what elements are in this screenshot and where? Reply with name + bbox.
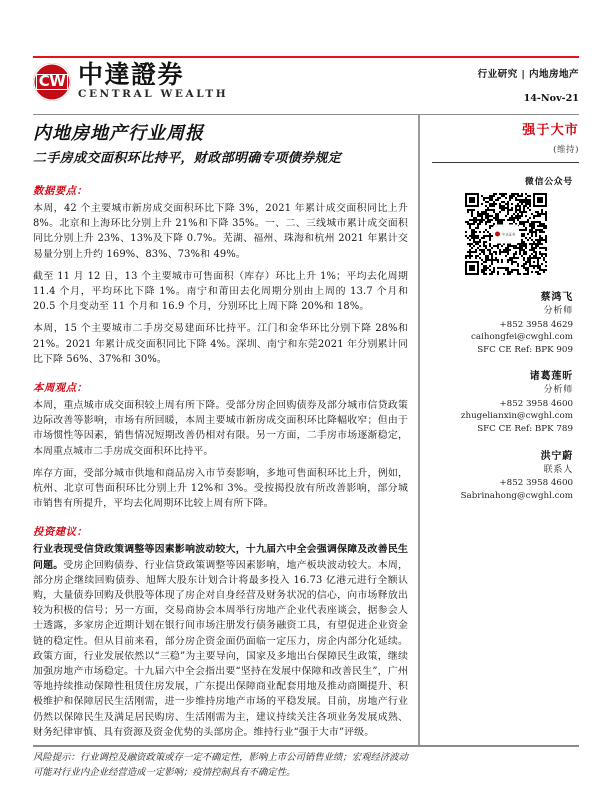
rating-block	[432, 122, 579, 163]
top-accent-rule	[33, 56, 579, 58]
analyst-card	[432, 291, 579, 356]
analyst-email[interactable]: zhugelianxin@cwghl.com	[460, 411, 573, 422]
analyst-license: SFC CE Ref: BPK 789	[477, 423, 573, 434]
analyst-name: 蔡鸿飞	[540, 292, 573, 303]
logo-monogram: CW	[36, 74, 69, 90]
rating-value: 强于大市	[522, 123, 579, 138]
investment-advice-lead: 行业表现受信贷政策调整等因素影响波动较大，十九届六中全会强调保障及改善民生问题。	[33, 544, 408, 571]
investment-advice-text: 受房企回购债券、行业信贷政策调整等因素影响，地产板块波动较大。本周，部分房企继续回购债券、旭辉大股东计划合计将最多投入 16.73 亿港元进行全额认购，大量债券回购及供股等体现了房企对自身经营及财务状况的信心，向市场释放出较为积极的信号；另一方面，交易商协会本周举行房地产企业代表座谈会，据参会人士透露，多家房企近期计划在银行间市场注册发行债务融资工具，有望促进企业资金链的稳定性。但从目前来看，部分房企资金面仍面临一定压力，房企内部分化延续。政策方面，行业发展依然以“三稳”为主要导向，国家及多地出台保障民生政策，继续加强房地产市场稳定。十九届六中全会指出要“坚持在发展中保障和改善民生”，广州等地持续推动保障性租赁住房发展，广东提出保障商业配套用地及推动商圈提升、积极维护和保障居民生活刚需，进一步维持房地产市场的平稳发展。目前，房地产行业仍然以保障民生及满足居民购房、生活刚需为主，建议持续关注各项业务发展成熟、财务纪律审慎、具有资源及资金优势的头部房企。维持行业“强于大市”评级。	[33, 559, 408, 738]
column-divider	[418, 115, 420, 746]
wechat-label: 微信公众号	[525, 177, 573, 187]
company-name-cn: 中達證券	[78, 60, 185, 89]
analyst-phone[interactable]: +852 3958 4600	[499, 478, 573, 489]
wechat-qr-code-icon[interactable]	[465, 193, 547, 275]
masthead-meta	[478, 66, 579, 104]
masthead	[33, 62, 579, 110]
page-subtitle: 二手房成交面积环比持平，财政部明确专项债券规定	[33, 151, 342, 166]
qr-logo-dot-icon	[495, 232, 500, 237]
section-heading-weekly-view: 本周观点：	[33, 382, 88, 395]
rating-underline	[432, 162, 579, 163]
paragraph: 本周，42 个主要城市新房成交面积环比下降 3%，2021 年累计成交面积同比上升 8%。北京和上海环比分别上升 21%和下降 35%。一、二、三线城市累计成交面积同比分别上升 23%、13%及下降 0.7%。芜湖、福州、珠海和杭州 2021 年累计交易量分别上升约 169%、83%、73%和 49%。	[33, 203, 408, 260]
section-heading-data-points: 数据要点：	[33, 185, 88, 197]
analyst-card	[432, 450, 579, 503]
analyst-name: 洪宁蔚	[540, 450, 573, 462]
paragraph: 本周，15 个主要城市二手房交易建面环比持平。江门和金华环比分别下降 28%和 21%。2021 年累计成交面积同比下降 4%。深圳、南宁和东莞2021 年分别累计同比下降 56%、37%和 30%。	[33, 323, 408, 365]
page-title: 内地房地产行业周报	[33, 123, 204, 144]
analyst-email[interactable]: caihongfei@cwghl.com	[471, 332, 573, 343]
analyst-phone[interactable]: +852 3958 4600	[499, 398, 573, 409]
analyst-card	[432, 370, 579, 435]
company-name-en: CENTRAL WEALTH	[78, 88, 229, 100]
rating-status: (维持)	[553, 145, 579, 155]
analyst-role: 分析师	[543, 385, 573, 396]
paragraph-investment-advice	[33, 542, 408, 740]
analyst-role: 联系人	[543, 464, 573, 475]
section-heading-investment-advice: 投资建议：	[33, 526, 88, 539]
analyst-email[interactable]: Sabrinahong@cwghl.com	[460, 490, 573, 501]
sidebar	[432, 174, 579, 502]
paragraph: 本周，重点城市成交面积较上周有所下降。受部分房企回购债券及部分城市信贷政策边际改善等影响，市场有所回暖，本周主要城市新房成交面积环比降幅收窄；但由于市场惯性等因素，销售情况短期改善仍相对有限。另一方面，二手房市场逐渐稳定，本周重点城市二手房成交面积环比持平。	[33, 400, 408, 457]
paragraph: 截至 11 月 12 日，13 个主要城市可售面积（库存）环比上升 1%；平均去化周期 11.4 个月，平均环比下降 1%。南宁和莆田去化周期分别由上周的 13.7 个月和 20.5 个月变动至 11 个月和 16.9 个月，分别环比上周下降 20%和 18%。	[33, 270, 408, 313]
paragraph: 库存方面，受部分城市供地和商品房入市节奏影响，多地可售面积环比上升，例如，杭州、北京可售面积环比分别上升 12%和 3%。受按揭投放有所改善影响，部分城市销售有所提升，平均去化周期环比较上周有所下降。	[33, 467, 408, 510]
industry-breadcrumb: 行业研究 | 内地房地产	[477, 69, 579, 80]
report-date: 14-Nov-21	[523, 93, 579, 104]
analyst-license: SFC CE Ref: BPK 909	[477, 344, 573, 355]
analyst-name: 诸葛莲昕	[529, 371, 573, 383]
risk-disclosure: 风险提示：行业调控及融资政策或存一定不确定性，影响上市公司销售业绩；宏观经济波动可能对行业内企业经营造成一定影响；疫情控制具有不确定性。	[33, 752, 409, 778]
analyst-phone[interactable]: +852 3958 4629	[499, 319, 573, 330]
company-logo	[33, 60, 229, 101]
qr-center-label: 中达证券	[501, 232, 516, 237]
qr-center-logo	[493, 225, 519, 244]
analyst-role: 分析师	[543, 306, 573, 316]
cw-circle-logo-icon	[33, 63, 71, 101]
masthead-divider	[33, 114, 579, 116]
qr-code-holder	[432, 193, 579, 275]
title-block	[33, 122, 408, 167]
report-body	[33, 182, 408, 780]
